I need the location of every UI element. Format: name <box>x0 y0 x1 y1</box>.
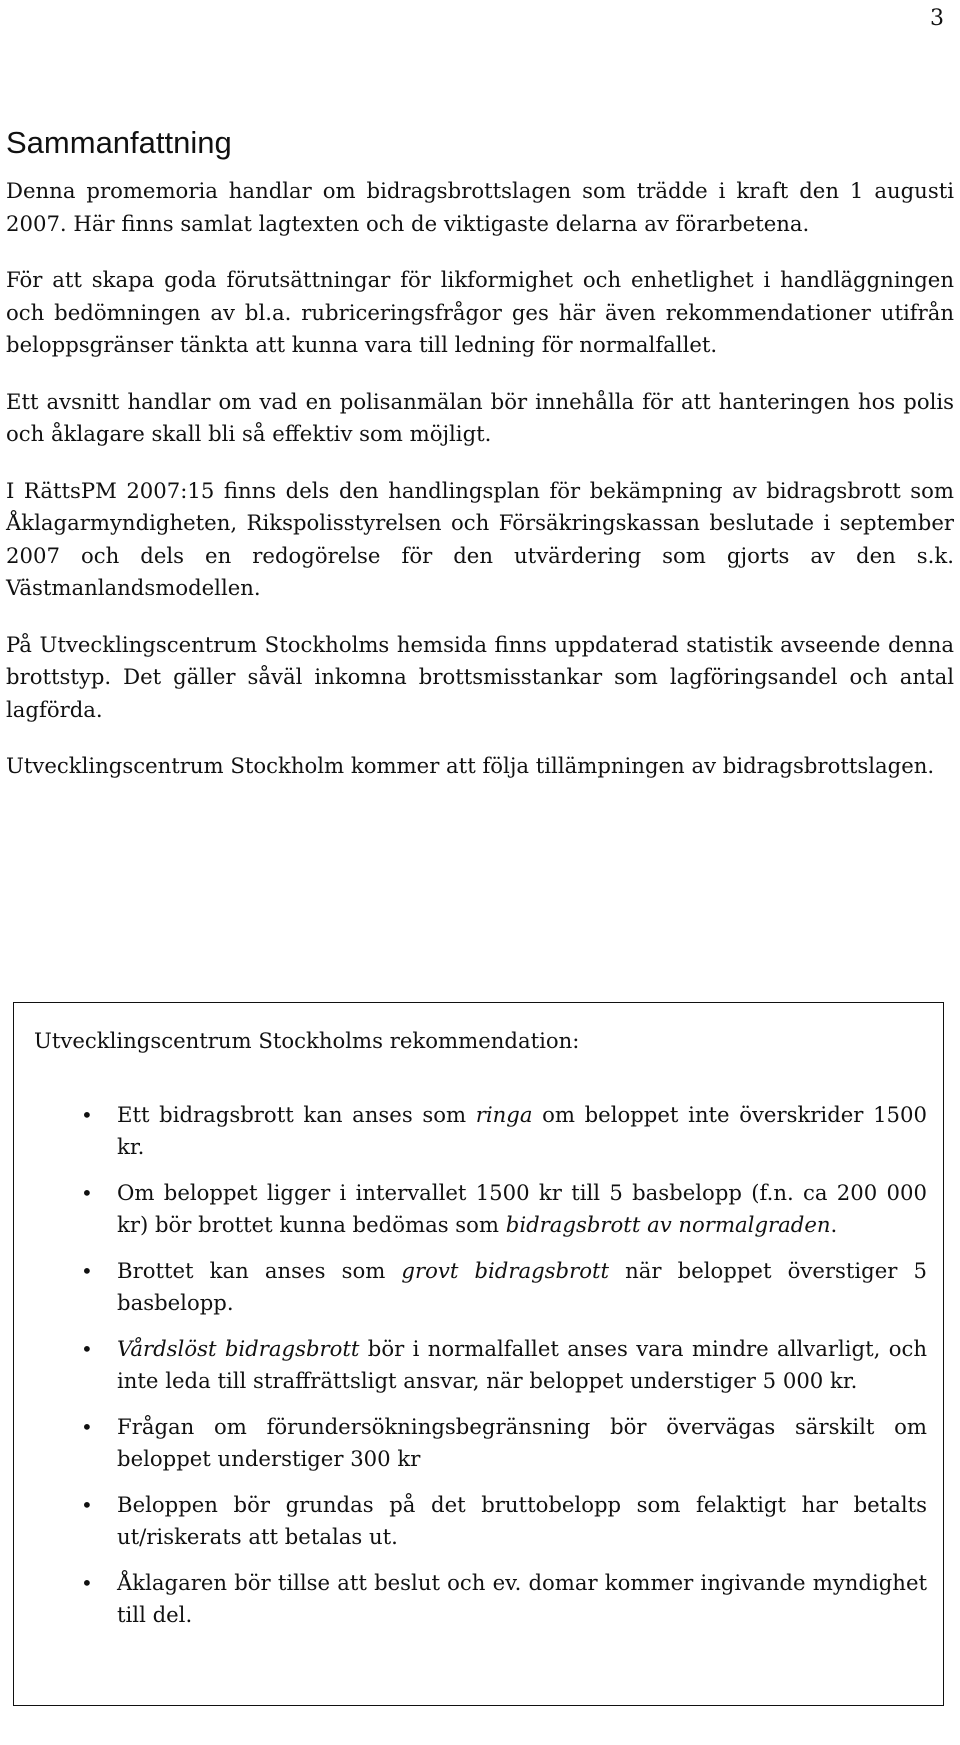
list-item <box>14 1255 943 1319</box>
list-item <box>14 1411 943 1475</box>
item-text: Om beloppet ligger i intervallet 1500 kr till 5 basbelopp (f.n. ca 200 000 kr) bör brottet kunna bedömas som <box>117 1180 927 1237</box>
paragraph-intro: Denna promemoria handlar om bidragsbrottslagen som trädde i kraft den 1 augusti 2007. Här finns samlat lagtexten och de viktigaste delarna av förarbetena. <box>6 178 954 236</box>
item-emphasis: bidragsbrott av normalgraden <box>505 1212 831 1237</box>
list-item <box>14 1099 943 1163</box>
list-item <box>14 1567 943 1631</box>
item-text-end: om beloppet inte överskrider 1500 kr. <box>117 1102 927 1159</box>
bullet-icon: • <box>81 1493 93 1517</box>
list-item <box>14 1489 943 1553</box>
item-text-end: när beloppet överstiger 5 basbelopp. <box>117 1258 927 1315</box>
summary-section <box>6 124 954 807</box>
bullet-icon: • <box>81 1337 93 1361</box>
paragraph-statistics: På Utvecklingscentrum Stockholms hemsida finns uppdaterad statistik avseende denna brottstyp. Det gäller såväl inkomna brottsmisstankar som lagföringsandel och antal lagförda. <box>6 631 954 722</box>
recommendation-box <box>13 1002 944 1706</box>
item-emphasis: Vårdslöst bidragsbrott <box>117 1336 360 1361</box>
item-text-end: . <box>830 1212 838 1237</box>
item-text: Brottet kan anses som <box>117 1258 402 1283</box>
recommendation-list <box>14 1099 943 1645</box>
section-heading: Sammanfattning <box>6 125 232 160</box>
item-text: Beloppen bör grundas på det bruttobelopp som felaktigt har betalts ut/riskerats att betalas ut. <box>117 1492 927 1549</box>
list-item <box>14 1333 943 1397</box>
paragraph-police-report: Ett avsnitt handlar om vad en polisanmälan bör innehålla för att hanteringen hos polis och åklagare skall bli så effektiv som möjligt. <box>6 388 954 447</box>
bullet-icon: • <box>81 1181 93 1205</box>
bullet-icon: • <box>81 1103 93 1127</box>
bullet-icon: • <box>81 1571 93 1595</box>
item-emphasis: grovt bidragsbrott <box>401 1258 610 1283</box>
item-text: Åklagaren bör tillse att beslut och ev. domar kommer ingivande myndighet till del. <box>117 1570 927 1627</box>
bullet-icon: • <box>81 1415 93 1439</box>
bullet-icon: • <box>81 1259 93 1283</box>
page-number: 3 <box>930 6 944 31</box>
item-text: Ett bidragsbrott kan anses som <box>117 1102 476 1127</box>
paragraph-recommendations: För att skapa goda förutsättningar för likformighet och enhetlighet i handläggningen och bedömningen av bl.a. rubriceringsfrågor ges här även rekommendationer utifrån beloppsgränser tänkta att kunna vara till ledning för normalfallet. <box>6 267 954 358</box>
list-item <box>14 1177 943 1241</box>
recommendation-title: Utvecklingscentrum Stockholms rekommendation: <box>34 1028 580 1053</box>
item-text: Frågan om förundersökningsbegränsning bör övervägas särskilt om beloppet understiger 300 kr <box>117 1414 927 1471</box>
paragraph-rattspm: I RättsPM 2007:15 finns dels den handlingsplan för bekämpning av bidragsbrott som Åklagarmyndigheten, Rikspolisstyrelsen och Försäkringskassan beslutade i september 2007 och dels en redogörelse för den utvärdering som gjorts av den s.k. Västmanlandsmodellen. <box>6 477 954 601</box>
item-emphasis: ringa <box>475 1102 533 1127</box>
item-text-end: bör i normalfallet anses vara mindre allvarligt, och inte leda till straffrättsligt ansvar, när beloppet understiger 5 000 kr. <box>117 1336 927 1393</box>
paragraph-follow-up: Utvecklingscentrum Stockholm kommer att följa tillämpningen av bidragsbrottslagen. <box>6 753 935 779</box>
